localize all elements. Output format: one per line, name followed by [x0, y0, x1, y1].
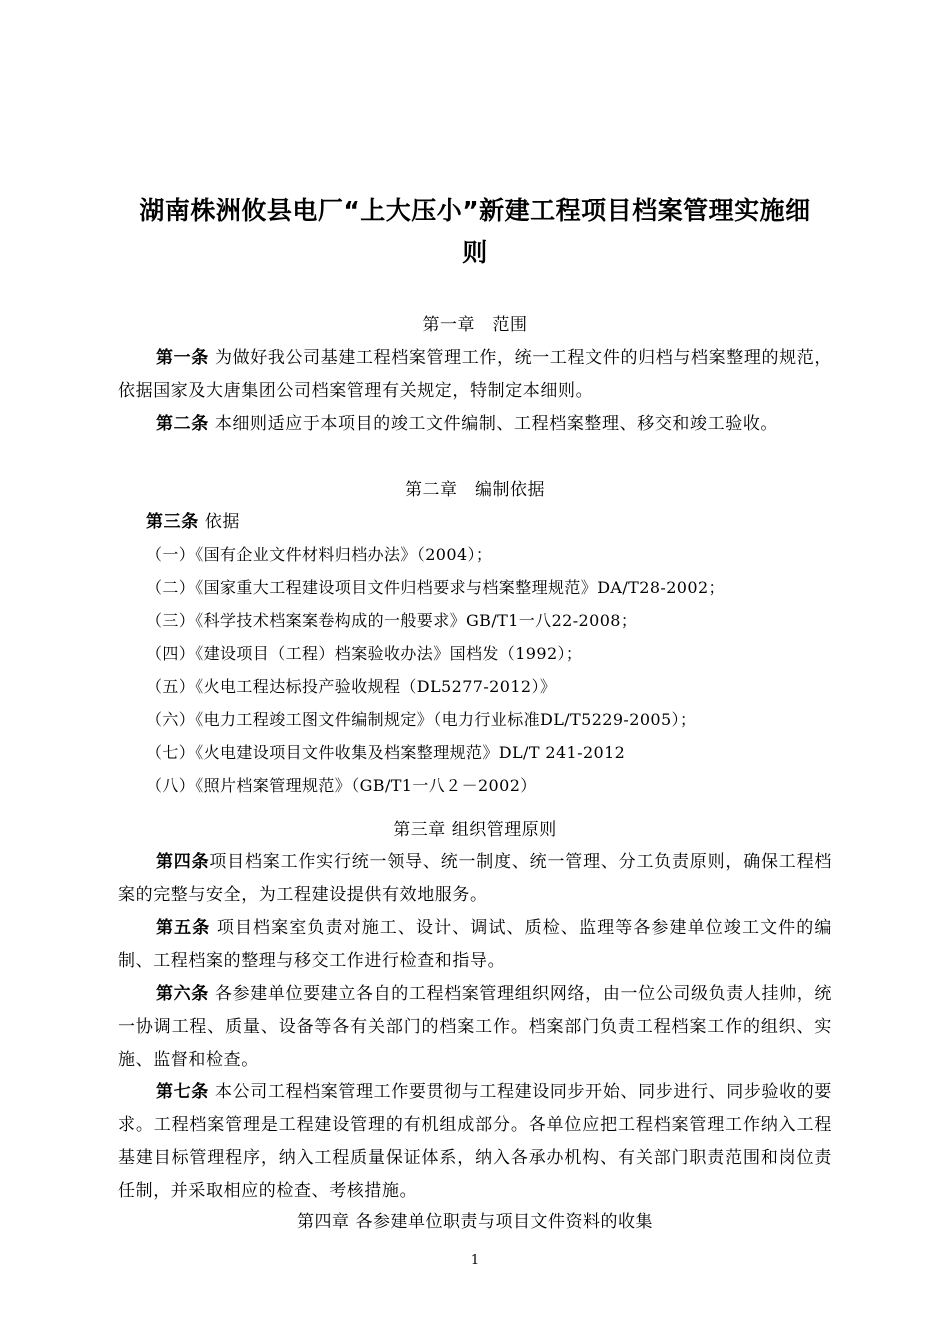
chapter-4-heading: 第四章 各参建单位职责与项目文件资料的收集 [297, 1212, 653, 1232]
article-5-text: 项目档案室负责对施工、设计、调试、质检、监理等各参建单位竣工文件的编制、工程档案的整理与移交工作进行检查和指导。 [118, 918, 832, 971]
article-2-lead: 第二条 [156, 414, 209, 434]
article-7-text: 本公司工程档案管理工作要贯彻与工程建设同步开始、同步进行、同步验收的要求。工程档案管理是工程建设管理的有机组成部分。各单位应把工程档案管理工作纳入工程基建目标管理程序，纳入工程质量保证体系，纳入各承办机构、有关部门职责范围和岗位责任制，并采取相应的检查、考核措施。 [118, 1082, 832, 1201]
basis-item-4: （四）《建设项目（工程）档案验收办法》国档发（1992）； [146, 644, 583, 663]
title-line-1: 湖南株洲攸县电厂“上大压小”新建工程项目档案管理实施细 [139, 196, 811, 225]
article-4 [118, 846, 832, 912]
basis-item-5: （五）《火电工程达标投产验收规程（DL5277-2012）》 [146, 677, 557, 696]
title-line-2: 则 [462, 238, 488, 267]
chapter-1-heading: 第一章 范围 [422, 315, 528, 335]
article-5 [118, 912, 832, 978]
page-number: 1 [470, 1253, 480, 1268]
article-3 [146, 506, 832, 539]
article-4-lead: 第四条 [156, 852, 210, 872]
basis-item-7: （七）《火电建设项目文件收集及档案整理规范》DL/T 241-2012 [146, 743, 626, 762]
basis-item-1: （一）《国有企业文件材料归档办法》（2004）； [146, 545, 493, 564]
chapter-3-heading: 第三章 组织管理原则 [393, 820, 557, 840]
article-1-lead: 第一条 [156, 348, 209, 368]
article-4-text: 项目档案工作实行统一领导、统一制度、统一管理、分工负责原则，确保工程档案的完整与安全，为工程建设提供有效地服务。 [118, 852, 832, 905]
article-2 [118, 408, 832, 441]
article-1-text: 为做好我公司基建工程档案管理工作，统一工程文件的归档与档案整理的规范，依据国家及大唐集团公司档案管理有关规定，特制定本细则。 [118, 348, 832, 401]
article-7-lead: 第七条 [156, 1082, 209, 1102]
article-3-lead: 第三条 [146, 512, 199, 532]
article-2-text: 本细则适应于本项目的竣工文件编制、工程档案整理、移交和竣工验收。 [208, 414, 779, 434]
article-6 [118, 978, 832, 1077]
article-3-text: 依据 [198, 512, 241, 532]
article-6-text: 各参建单位要建立各自的工程档案管理组织网络，由一位公司级负责人挂帅，统一协调工程、质量、设备等各有关部门的档案工作。档案部门负责工程档案工作的组织、实施、监督和检查。 [118, 984, 832, 1070]
chapter-2-heading: 第二章 编制依据 [405, 480, 545, 500]
article-1 [118, 342, 832, 408]
document-title [118, 190, 832, 274]
article-6-lead: 第六条 [156, 984, 209, 1004]
basis-item-8: （八）《照片档案管理规范》（GB/T1一八２－2002） [146, 776, 537, 795]
basis-item-3: （三）《科学技术档案案卷构成的一般要求》GB/T1一八22-2008； [146, 611, 638, 630]
basis-item-2: （二）《国家重大工程建设项目文件归档要求与档案整理规范》DA/T28-2002； [146, 578, 725, 597]
article-7 [118, 1076, 832, 1208]
basis-item-6: （六）《电力工程竣工图文件编制规定》（电力行业标准DL/T5229-2005）； [146, 710, 697, 729]
article-5-lead: 第五条 [156, 918, 211, 938]
